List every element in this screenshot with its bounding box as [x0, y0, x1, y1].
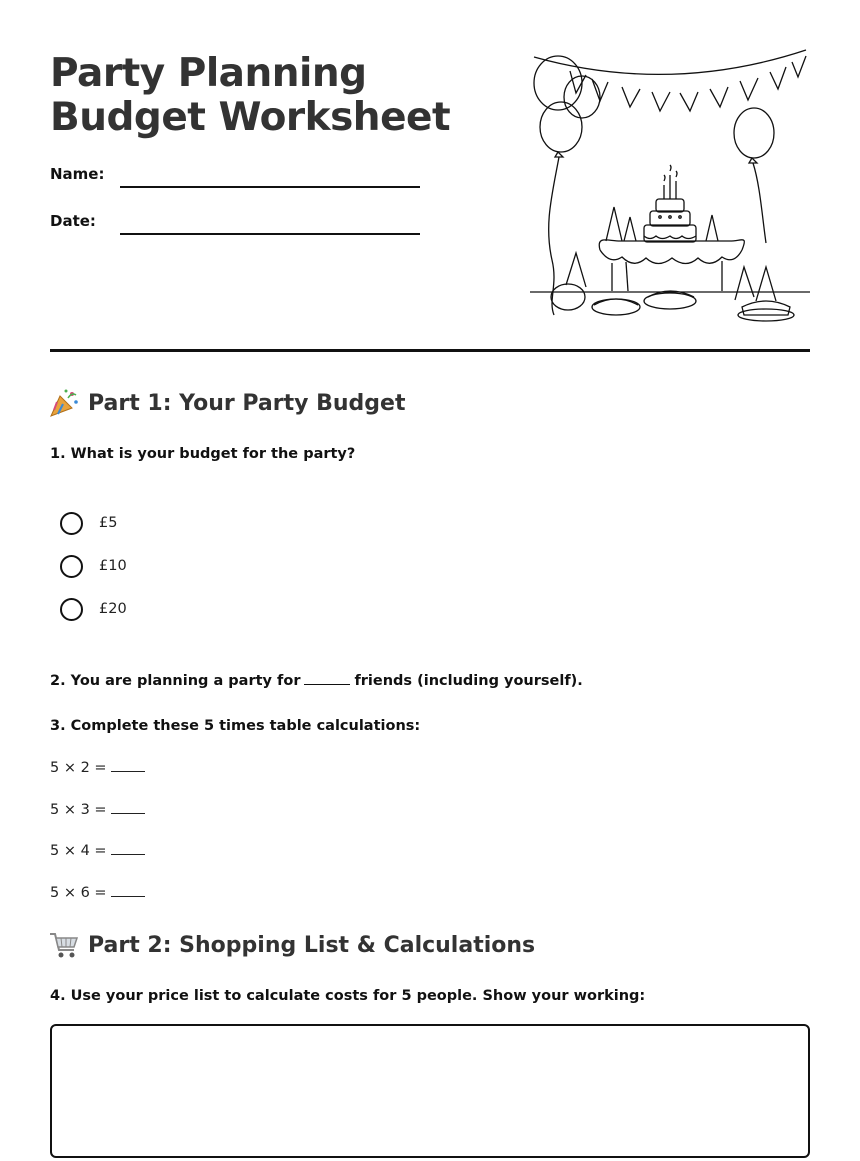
- part1-heading: [48, 388, 405, 418]
- part2-heading: [48, 930, 535, 960]
- option-label: £20: [99, 601, 127, 617]
- party-popper-icon: [48, 388, 80, 418]
- option-label: £10: [99, 558, 127, 574]
- answer-blank[interactable]: [111, 884, 145, 897]
- shopping-cart-icon: [48, 930, 80, 960]
- date-line[interactable]: [120, 233, 420, 235]
- calc-text: 5 × 4 =: [50, 843, 107, 859]
- option-label: £5: [99, 515, 118, 531]
- calc-row[interactable]: [50, 842, 145, 859]
- radio-button[interactable]: [60, 555, 83, 578]
- part1-heading-text: Part 1: Your Party Budget: [88, 390, 406, 416]
- radio-button[interactable]: [60, 512, 83, 535]
- name-line[interactable]: [120, 186, 420, 188]
- answer-blank[interactable]: [111, 801, 145, 814]
- calc-text: 5 × 2 =: [50, 760, 107, 776]
- radio-button[interactable]: [60, 598, 83, 621]
- question-4: 4. Use your price list to calculate costs for 5 people. Show your working:: [50, 988, 646, 1004]
- party-illustration: [530, 45, 810, 325]
- question-2-before: 2. You are planning a party for: [50, 673, 301, 689]
- answer-blank[interactable]: [111, 759, 145, 772]
- floor-items: [551, 253, 794, 321]
- name-label: Name:: [50, 165, 105, 183]
- page-title: Party Planning Budget Worksheet: [50, 51, 451, 140]
- bunting-flags: [570, 56, 806, 111]
- friends-count-blank[interactable]: [304, 672, 350, 685]
- question-3: 3. Complete these 5 times table calculations:: [50, 718, 421, 734]
- working-answer-box[interactable]: [50, 1024, 810, 1158]
- answer-blank[interactable]: [111, 842, 145, 855]
- question-2-after: friends (including yourself).: [354, 673, 583, 689]
- calc-text: 5 × 6 =: [50, 885, 107, 901]
- question-2: [50, 672, 583, 689]
- date-label: Date:: [50, 212, 96, 230]
- budget-option-10[interactable]: [60, 553, 127, 579]
- question-1: 1. What is your budget for the party?: [50, 446, 356, 462]
- calc-row[interactable]: [50, 801, 145, 818]
- balloons-left: [534, 56, 600, 315]
- header-divider: [50, 349, 810, 352]
- part2-heading-text: Part 2: Shopping List & Calculations: [88, 932, 536, 958]
- balloon-right: [734, 108, 774, 243]
- budget-option-5[interactable]: [60, 510, 117, 536]
- cake: [644, 165, 696, 242]
- calc-text: 5 × 3 =: [50, 802, 107, 818]
- date-field[interactable]: [50, 212, 430, 236]
- calc-row[interactable]: [50, 884, 145, 901]
- name-field[interactable]: [50, 165, 430, 189]
- calc-row[interactable]: [50, 759, 145, 776]
- budget-option-20[interactable]: [60, 596, 127, 622]
